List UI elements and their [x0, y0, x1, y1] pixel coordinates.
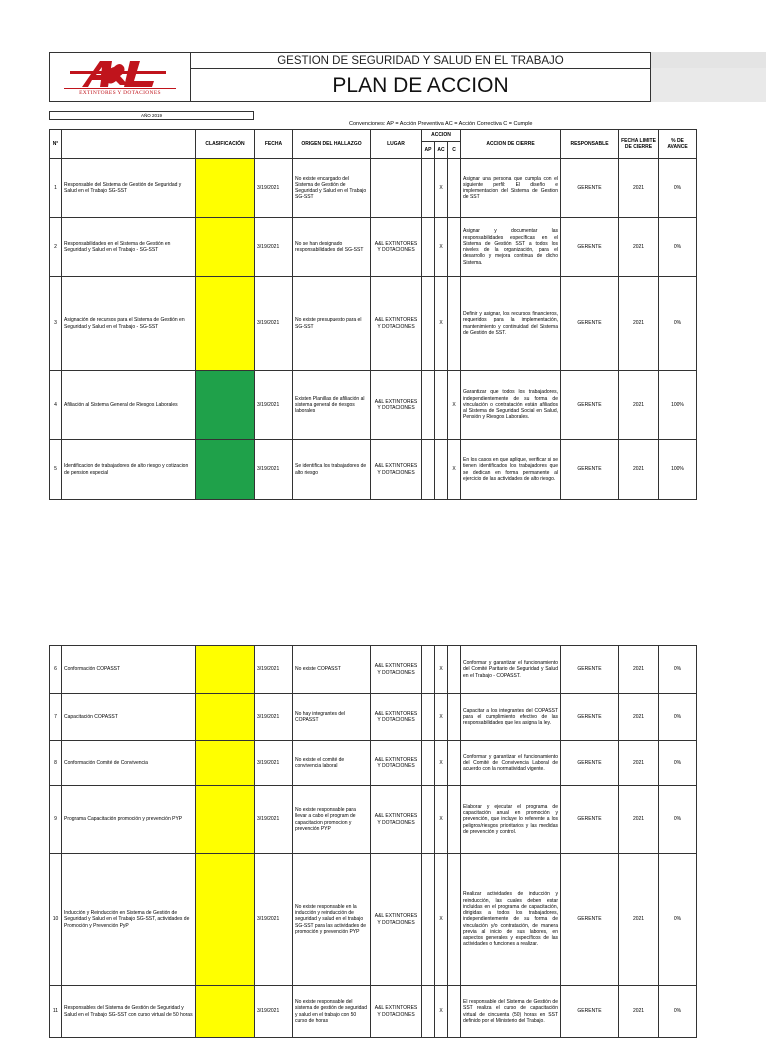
- table-row: [50, 646, 697, 694]
- row-fecha: 3/19/2021: [255, 218, 293, 277]
- row-status-color: [196, 986, 255, 1038]
- row-responsable: GERENTE: [561, 854, 619, 986]
- row-accion-cierre: Elaborar y ejecutar el programa de capacitación anual en promoción y prevención, que incluye lo referente a los peligros/riesgos prioritarios y las medidas de prevención y control.: [461, 786, 561, 854]
- row-clasificacion: Responsables del Sistema de Gestión de Seguridad y Salud en el Trabajo SG-SST con curso virtual de 50 horas: [62, 986, 196, 1038]
- table-row: [50, 694, 697, 741]
- row-ap: [422, 218, 435, 277]
- conventions-legend: Convenciones: AP = Acción Preventiva AC = Acción Correctiva C = Cumple: [349, 121, 533, 127]
- col-fecha: FECHA: [255, 130, 293, 159]
- row-c: [448, 854, 461, 986]
- row-accion-cierre: El responsable del Sistema de Gestión de SST realiza el curso de capacitación virtual de cincuenta (50) horas en SST definido por el Ministerio del Trabajo.: [461, 986, 561, 1038]
- row-number: 7: [50, 694, 62, 741]
- row-number: 3: [50, 277, 62, 371]
- table-row: [50, 986, 697, 1038]
- row-ap: [422, 854, 435, 986]
- row-c: [448, 986, 461, 1038]
- row-number: 9: [50, 786, 62, 854]
- row-accion-cierre: Conformar y garantizar el funcionamiento del Comité de Convivencia Laboral de acuerdo con la normatividad vigente.: [461, 741, 561, 786]
- row-clasificacion: Responsable del Sistema de Gestión de Seguridad y Salud en el Trabajo SG-SST: [62, 159, 196, 218]
- row-fecha-limite: 2021: [619, 986, 659, 1038]
- row-status-color: [196, 786, 255, 854]
- row-number: 11: [50, 986, 62, 1038]
- row-origen: Existen Planillas de afiliación al sistema general de riesgos laborales: [293, 371, 371, 440]
- row-fecha: 3/19/2021: [255, 786, 293, 854]
- row-c: X: [448, 371, 461, 440]
- row-clasificacion: Programa Capacitación promoción y prevención PYP: [62, 786, 196, 854]
- col-c: C: [448, 142, 461, 159]
- year-label: AÑO 2019: [49, 111, 254, 120]
- row-c: [448, 277, 461, 371]
- row-fecha-limite: 2021: [619, 646, 659, 694]
- row-c: [448, 218, 461, 277]
- row-lugar: A&L EXTINTORES Y DOTACIONES: [371, 694, 422, 741]
- row-origen: No existe responsable del sistema de gestión de seguridad y salud en el trabajo con 50 curso de horas: [293, 986, 371, 1038]
- row-responsable: GERENTE: [561, 159, 619, 218]
- col-origen: ORIGEN DEL HALLAZGO: [293, 130, 371, 159]
- row-fecha: 3/19/2021: [255, 440, 293, 500]
- row-c: X: [448, 440, 461, 500]
- row-fecha-limite: 2021: [619, 159, 659, 218]
- row-clasificacion: Conformación Comité de Convivencia: [62, 741, 196, 786]
- company-title: GESTION DE SEGURIDAD Y SALUD EN EL TRABAJO: [191, 52, 651, 68]
- row-lugar: A&L EXTINTORES Y DOTACIONES: [371, 646, 422, 694]
- row-clasificacion: Afiliación al Sistema General de Riesgos Laborales: [62, 371, 196, 440]
- row-accion-cierre: Asignar y documentar las responsabilidades específicas en el Sistema de Gestión SST a todos los niveles de la organización, para el desarrollo y mejora continua de dicho Sistema.: [461, 218, 561, 277]
- row-fecha: 3/19/2021: [255, 646, 293, 694]
- row-c: [448, 786, 461, 854]
- row-fecha-limite: 2021: [619, 741, 659, 786]
- row-ap: [422, 646, 435, 694]
- table-row: [50, 159, 697, 218]
- row-lugar: A&L EXTINTORES Y DOTACIONES: [371, 854, 422, 986]
- row-status-color: [196, 854, 255, 986]
- row-fecha: 3/19/2021: [255, 277, 293, 371]
- row-ap: [422, 986, 435, 1038]
- row-c: [448, 694, 461, 741]
- row-avance: 0%: [659, 646, 697, 694]
- row-accion-cierre: Definir y asignar, los recursos financieros, requeridos para la implementación, mantenimiento y continuidad del Sistema de Gestión de SST.: [461, 277, 561, 371]
- table-body: [50, 646, 697, 1038]
- row-fecha: 3/19/2021: [255, 694, 293, 741]
- col-lugar: LUGAR: [371, 130, 422, 159]
- row-fecha: 3/19/2021: [255, 986, 293, 1038]
- col-fecha-limite: FECHA LIMITE DE CIERRE: [619, 130, 659, 159]
- row-status-color: [196, 646, 255, 694]
- row-ac: X: [435, 277, 448, 371]
- row-fecha-limite: 2021: [619, 440, 659, 500]
- a-and-l-logo-icon: [62, 57, 180, 91]
- row-clasificacion: Capacitación COPASST: [62, 694, 196, 741]
- row-number: 6: [50, 646, 62, 694]
- row-number: 10: [50, 854, 62, 986]
- row-ap: [422, 159, 435, 218]
- col-blank: [62, 130, 196, 159]
- row-ap: [422, 741, 435, 786]
- row-clasificacion: Asignación de recursos para el Sistema de Gestión en Seguridad y Salud en el Trabajo - SG-SST: [62, 277, 196, 371]
- row-c: [448, 646, 461, 694]
- company-name: EXTINTORES Y DOTACIONES: [64, 88, 176, 96]
- company-logo: [49, 52, 191, 102]
- row-status-color: [196, 218, 255, 277]
- row-responsable: GERENTE: [561, 218, 619, 277]
- row-fecha-limite: 2021: [619, 218, 659, 277]
- row-accion-cierre: En los casos en que aplique, verificar si se tienen identificados los trabajadores que se dedican en forma permanente al ejercicio de las actividades de alto riesgo.: [461, 440, 561, 500]
- row-number: 8: [50, 741, 62, 786]
- row-ac: X: [435, 218, 448, 277]
- row-lugar: A&L EXTINTORES Y DOTACIONES: [371, 741, 422, 786]
- row-clasificacion: Identificacion de trabajadores de alto riesgo y cotizacion de pension especial: [62, 440, 196, 500]
- row-origen: No existe el comité de convivencia laboral: [293, 741, 371, 786]
- row-clasificacion: Conformación COPASST: [62, 646, 196, 694]
- document-header: [49, 52, 717, 127]
- col-responsable: RESPONSABLE: [561, 130, 619, 159]
- col-accion-cierre: ACCION DE CIERRE: [461, 130, 561, 159]
- row-fecha-limite: 2021: [619, 277, 659, 371]
- row-origen: No se han designado responsabilidades del SG-SST: [293, 218, 371, 277]
- row-origen: No existe encargado del Sistema de Gestión de Seguridad y Salud en el Trabajo SG-SST: [293, 159, 371, 218]
- row-accion-cierre: Garantizar que todos los trabajadores, independientemente de su forma de vinculación o contratación están afiliados al Sistema de Seguridad Social en Salud, Pensión y Riesgos Laborales.: [461, 371, 561, 440]
- row-avance: 100%: [659, 440, 697, 500]
- row-responsable: GERENTE: [561, 440, 619, 500]
- row-lugar: A&L EXTINTORES Y DOTACIONES: [371, 786, 422, 854]
- row-fecha: 3/19/2021: [255, 159, 293, 218]
- row-fecha-limite: 2021: [619, 786, 659, 854]
- row-c: [448, 159, 461, 218]
- row-ac: X: [435, 159, 448, 218]
- row-avance: 0%: [659, 277, 697, 371]
- table-row: [50, 277, 697, 371]
- row-c: [448, 741, 461, 786]
- row-clasificacion: Inducción y Reinducción en Sistema de Gestión de Seguridad y Salud en el Trabajo SG-SST, actividades de Promoción y Prevención PyP: [62, 854, 196, 986]
- col-ap: AP: [422, 142, 435, 159]
- table-body: [50, 159, 697, 500]
- row-responsable: GERENTE: [561, 371, 619, 440]
- row-status-color: [196, 741, 255, 786]
- row-origen: Se identifica los trabajadores de alto riesgo: [293, 440, 371, 500]
- page-title: PLAN DE ACCION: [191, 68, 651, 102]
- row-responsable: GERENTE: [561, 786, 619, 854]
- row-avance: 0%: [659, 741, 697, 786]
- row-lugar: A&L EXTINTORES Y DOTACIONES: [371, 371, 422, 440]
- row-ap: [422, 786, 435, 854]
- row-fecha-limite: 2021: [619, 854, 659, 986]
- row-lugar: A&L EXTINTORES Y DOTACIONES: [371, 986, 422, 1038]
- row-lugar: A&L EXTINTORES Y DOTACIONES: [371, 277, 422, 371]
- row-ac: [435, 371, 448, 440]
- row-status-color: [196, 277, 255, 371]
- col-num: N°: [50, 130, 62, 159]
- action-plan-table-bottom: [49, 645, 697, 1038]
- row-responsable: GERENTE: [561, 986, 619, 1038]
- table-row: [50, 440, 697, 500]
- action-plan-table-top: [49, 129, 697, 500]
- header-fill: [651, 68, 766, 102]
- row-avance: 0%: [659, 694, 697, 741]
- row-ac: X: [435, 694, 448, 741]
- row-status-color: [196, 159, 255, 218]
- table-row: [50, 854, 697, 986]
- row-avance: 100%: [659, 371, 697, 440]
- row-accion-cierre: Asignar una persona que cumpla con el siguiente perfil: El diseño e implementacion del Sistema de Gestion de SST: [461, 159, 561, 218]
- row-clasificacion: Responsabilidades en el Sistema de Gestión en Seguridad y Salud en el Trabajo - SG-SST: [62, 218, 196, 277]
- row-ap: [422, 694, 435, 741]
- header-fill: [651, 52, 766, 68]
- row-ac: X: [435, 786, 448, 854]
- row-accion-cierre: Realizar actividades de inducción y reinducción, las cuales deben estar incluidas en el programa de capacitación, dirigidas a todos los trabajadores, independientemente de su forma de vinculación y/o contratación, de manera previa al inicio de sus labores, en aspectos generales y específicos de las actividades o funciones a realizar.: [461, 854, 561, 986]
- row-accion-cierre: Conformar y garantizar el funcionamiento del Comité Paritario de Seguridad y Salud en el Trabajo - COPASST.: [461, 646, 561, 694]
- row-ac: X: [435, 854, 448, 986]
- row-number: 1: [50, 159, 62, 218]
- row-responsable: GERENTE: [561, 277, 619, 371]
- row-fecha: 3/19/2021: [255, 741, 293, 786]
- row-lugar: A&L EXTINTORES Y DOTACIONES: [371, 218, 422, 277]
- row-lugar: [371, 159, 422, 218]
- col-ac: AC: [435, 142, 448, 159]
- row-number: 5: [50, 440, 62, 500]
- table-row: [50, 741, 697, 786]
- row-ac: X: [435, 741, 448, 786]
- row-status-color: [196, 694, 255, 741]
- row-avance: 0%: [659, 786, 697, 854]
- row-ac: X: [435, 986, 448, 1038]
- row-status-color: [196, 440, 255, 500]
- col-avance: % DE AVANCE: [659, 130, 697, 159]
- row-fecha-limite: 2021: [619, 371, 659, 440]
- table-row: [50, 218, 697, 277]
- row-origen: No existe COPASST: [293, 646, 371, 694]
- row-origen: No existe responsable para llevar a cabo el program de capacitacion promocion y prevención PYP: [293, 786, 371, 854]
- row-ap: [422, 371, 435, 440]
- row-number: 2: [50, 218, 62, 277]
- row-fecha-limite: 2021: [619, 694, 659, 741]
- row-origen: No existe responsable en la inducción y reinducción de seguridad y salud en el trabajo SG-SST para las actividades de promoción y prevención PYP: [293, 854, 371, 986]
- row-ac: X: [435, 646, 448, 694]
- row-ap: [422, 277, 435, 371]
- table-row: [50, 786, 697, 854]
- row-responsable: GERENTE: [561, 646, 619, 694]
- row-avance: 0%: [659, 159, 697, 218]
- row-ac: [435, 440, 448, 500]
- row-avance: 0%: [659, 218, 697, 277]
- col-accion: ACCION: [422, 130, 461, 142]
- row-number: 4: [50, 371, 62, 440]
- table-row: [50, 371, 697, 440]
- row-responsable: GERENTE: [561, 694, 619, 741]
- row-fecha: 3/19/2021: [255, 371, 293, 440]
- row-ap: [422, 440, 435, 500]
- row-status-color: [196, 371, 255, 440]
- row-accion-cierre: Capacitar a los integrantes del COPASST para el cumplimiento efectivo de las responsabilidades que les asigna la ley.: [461, 694, 561, 741]
- row-origen: No hay integrantes del COPASST: [293, 694, 371, 741]
- row-avance: 0%: [659, 854, 697, 986]
- row-origen: No existe presupuesto para el SG-SST: [293, 277, 371, 371]
- row-lugar: A&L EXTINTORES Y DOTACIONES: [371, 440, 422, 500]
- col-clasificacion: CLASIFICACIÓN: [196, 130, 255, 159]
- row-responsable: GERENTE: [561, 741, 619, 786]
- row-fecha: 3/19/2021: [255, 854, 293, 986]
- row-avance: 0%: [659, 986, 697, 1038]
